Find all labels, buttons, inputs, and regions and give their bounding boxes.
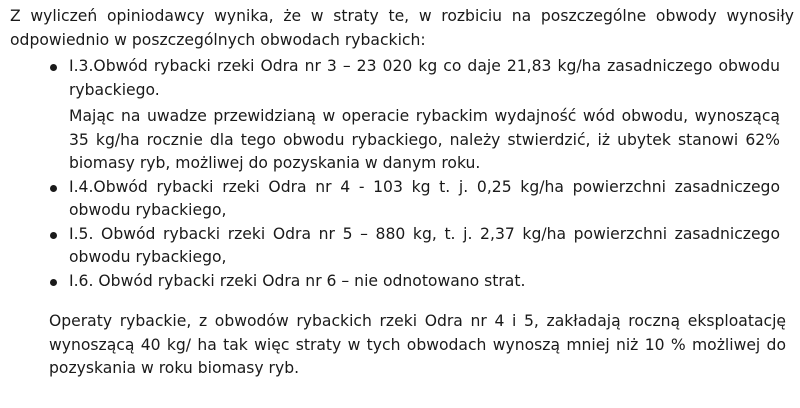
closing-paragraph: Operaty rybackie, z obwodów rybackich rzeki Odra nr 4 i 5, zakładają roczną eksploatację wynoszącą 40 kg/ ha tak więc straty w tych obwodach wynoszą mniej niż 10 % możliwej do pozyskania w roku biomasy ryb. — [49, 312, 786, 377]
bullet-icon — [50, 279, 57, 286]
list-item-district-3 — [10, 55, 794, 176]
district-3-note: Mając na uwadze przewidzianą w operacie rybackim wydajność wód obwodu, wynoszącą 35 kg/ha rocznie dla tego obwodu rybackiego, należy stwierdzić, iż ubytek stanowi 62% biomasy ryb, możliwej do pozyskania w danym roku. — [69, 107, 780, 172]
bullet-icon — [50, 185, 57, 192]
district-6-text: I.6. Obwód rybacki rzeki Odra nr 6 – nie odnotowano strat. — [69, 271, 526, 290]
bullet-icon — [50, 232, 57, 239]
list-item-district-6 — [10, 270, 794, 294]
list-item-district-5 — [10, 223, 794, 270]
district-4-text: I.4.Obwód rybacki rzeki Odra nr 4 - 103 kg t. j. 0,25 kg/ha powierzchni zasadniczego obwodu rybackiego, — [69, 177, 780, 219]
intro-paragraph: Z wyliczeń opiniodawcy wynika, że w straty te, w rozbiciu na poszczególne obwody wynosiły odpowiednio w poszczególnych obwodach rybackich: — [10, 7, 794, 49]
bullet-icon — [50, 64, 57, 71]
district-5-text: I.5. Obwód rybacki rzeki Odra nr 5 – 880 kg, t. j. 2,37 kg/ha powierzchni zasadniczego obwodu rybackiego, — [69, 224, 780, 266]
fishing-district-list — [10, 55, 794, 293]
list-item-district-4 — [10, 176, 794, 223]
district-3-text: I.3.Obwód rybacki rzeki Odra nr 3 – 23 020 kg co daje 21,83 kg/ha zasadniczego obwodu rybackiego. — [69, 57, 780, 99]
